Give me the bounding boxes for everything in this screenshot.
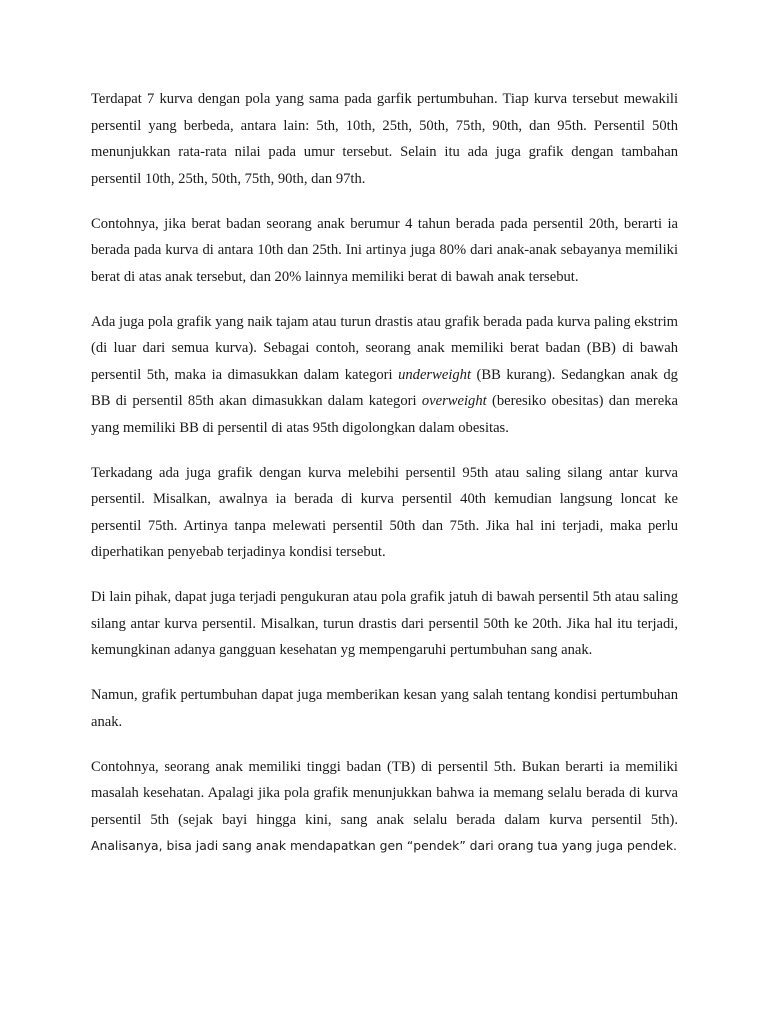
paragraph-crossing-curves — [91, 460, 678, 566]
paragraph-misleading-impression — [91, 682, 678, 735]
term-overweight: overweight — [421, 393, 487, 409]
paragraph-text: Terdapat 7 kurva dengan pola yang sama pada garfik pertumbuhan. Tiap kurva tersebut mewakili persentil yang berbeda, antara lain: 5th, 10th, 25th, 50th, 75th, 90th, dan 95th. Persentil 50th menunjukkan rata-rata nilai pada umur tersebut. Selain itu ada juga grafik dengan tambahan persentil 10th, 25th, 50th, 75th, 90th, dan 97th. — [91, 91, 678, 187]
paragraph-text-part: Ada juga pola grafik yang naik tajam atau turun drastis atau grafik berada pada kurva paling ekstrim (di luar dari semua kurva). Sebagai contoh, seorang anak memiliki berat badan (BB) di bawah persentil 5th, maka ia dimasukkan dalam kategori — [91, 313, 678, 383]
paragraph-text: Di lain pihak, dapat juga terjadi pengukuran atau pola grafik jatuh di bawah persentil 5th atau saling silang antar kurva persentil. Misalkan, turun drastis dari persentil 50th ke 20th. Jika hal itu terjadi, kemungkinan adanya gangguan kesehatan yg mempengaruhi pertumbuhan sang anak. — [91, 589, 678, 658]
paragraph-text-tail: Analisanya, bisa jadi sang anak mendapatkan gen “pendek” dari orang tua yang juga pendek. — [91, 838, 677, 853]
paragraph-growth-curves — [91, 86, 678, 192]
paragraph-text-part: Contohnya, seorang anak memiliki tinggi badan (TB) di persentil 5th. Bukan berarti ia memiliki masalah kesehatan. Apalagi jika pola grafik menunjukkan bahwa ia memang selalu berada di kurva persentil 5th (sejak bayi hingga kini, sang anak selalu berada dalam kurva persentil 5th). — [91, 758, 678, 828]
paragraph-text: Contohnya, jika berat badan seorang anak berumur 4 tahun berada pada persentil 20th, berarti ia berada pada kurva di antara 10th dan 25th. Ini artinya juga 80% dari anak-anak sebayanya memiliki berat di atas anak tersebut, dan 20% lainnya memiliki berat di bawah anak tersebut. — [91, 215, 678, 285]
term-underweight: underweight — [398, 366, 472, 383]
paragraph-text-part: (BB kurang). Sedangkan anak dg BB di persentil 85th akan dimasukkan dalam kategori — [91, 366, 678, 409]
paragraph-falling-curves — [91, 584, 678, 664]
document-body — [91, 86, 678, 878]
paragraph-text: Terkadang ada juga grafik dengan kurva melebihi persentil 95th atau saling silang antar kurva persentil. Misalkan, awalnya ia berada di kurva persentil 40th kemudian langsung loncat ke persentil 75th. Artinya tanpa melewati persentil 50th dan 75th. Jika hal ini terjadi, maka perlu diperhatikan penyebab terjadinya kondisi tersebut. — [91, 464, 678, 560]
paragraph-height-example — [91, 754, 678, 860]
paragraph-extreme-curves — [91, 309, 678, 442]
paragraph-text: Namun, grafik pertumbuhan dapat juga memberikan kesan yang salah tentang kondisi pertumbuhan anak. — [91, 687, 678, 730]
paragraph-weight-example — [91, 211, 678, 291]
paragraph-text-part: (beresiko obesitas) dan mereka yang memiliki BB di persentil di atas 95th digolongkan dalam obesitas. — [91, 393, 679, 436]
